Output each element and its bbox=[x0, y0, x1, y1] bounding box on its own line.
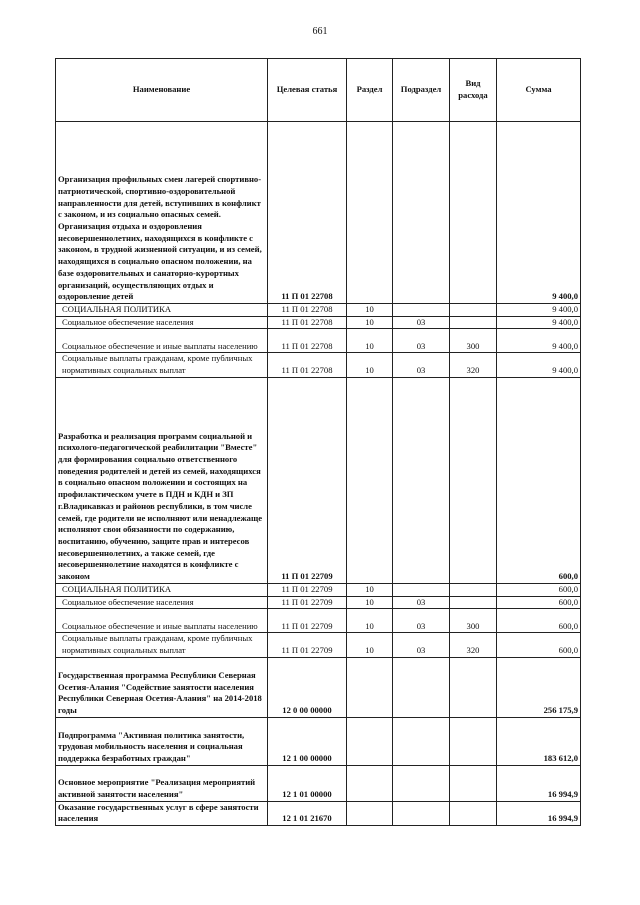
row-subsection: 03 bbox=[393, 596, 450, 609]
table-row bbox=[56, 633, 581, 657]
table-row bbox=[56, 801, 581, 825]
row-target: 11 П 01 22708 bbox=[268, 122, 347, 304]
row-name: Социальное обеспечение населения bbox=[56, 596, 268, 609]
row-sum: 183 612,0 bbox=[497, 717, 581, 765]
budget-table bbox=[55, 58, 581, 826]
row-section: 10 bbox=[347, 633, 393, 657]
row-section bbox=[347, 377, 393, 583]
row-section bbox=[347, 122, 393, 304]
table-body bbox=[56, 59, 581, 826]
row-section bbox=[347, 765, 393, 801]
row-target: 11 П 01 22708 bbox=[268, 329, 347, 353]
row-target: 11 П 01 22709 bbox=[268, 633, 347, 657]
table-row bbox=[56, 657, 581, 717]
row-subsection bbox=[393, 377, 450, 583]
row-name: СОЦИАЛЬНАЯ ПОЛИТИКА bbox=[56, 304, 268, 317]
row-target: 12 1 01 21670 bbox=[268, 801, 347, 825]
row-target: 12 0 00 00000 bbox=[268, 657, 347, 717]
row-sum: 9 400,0 bbox=[497, 304, 581, 317]
table-row bbox=[56, 717, 581, 765]
row-section: 10 bbox=[347, 609, 393, 633]
table-row bbox=[56, 304, 581, 317]
row-section: 10 bbox=[347, 583, 393, 596]
row-name: Социальные выплаты гражданам, кроме публичных нормативных социальных выплат bbox=[56, 353, 268, 377]
row-name: Разработка и реализация программ социальной и психолого-педагогической реабилитации "Вместе" для формирования социально ответственного поведения родителей и детей из семей, находящихся в социально опасном положении и состоящих на профилактическом учете в ПДН и КДН и ЗП г.Владикавказ и районов республики, в том числе семей, где родители не исполняют или ненадлежаще исполняют свои обязанности по содержанию, воспитанию, обучению, защите прав и интересов несовершеннолетних, а также семей, где несовершеннолетние находятся в конфликте с законом bbox=[56, 377, 268, 583]
row-section bbox=[347, 801, 393, 825]
row-sum: 9 400,0 bbox=[497, 122, 581, 304]
row-target: 12 1 01 00000 bbox=[268, 765, 347, 801]
row-name: Социальное обеспечение и иные выплаты населению bbox=[56, 329, 268, 353]
row-name: СОЦИАЛЬНАЯ ПОЛИТИКА bbox=[56, 583, 268, 596]
row-sum: 600,0 bbox=[497, 377, 581, 583]
row-expense-type: 320 bbox=[450, 633, 497, 657]
row-expense-type bbox=[450, 657, 497, 717]
row-expense-type bbox=[450, 316, 497, 329]
row-section: 10 bbox=[347, 596, 393, 609]
row-name: Государственная программа Республики Северная Осетия-Алания "Содействие занятости населения Республики Северная Осетия-Алания" на 2014-2018 годы bbox=[56, 657, 268, 717]
row-sum: 9 400,0 bbox=[497, 353, 581, 377]
header-name: Наименование bbox=[56, 59, 268, 122]
table-row bbox=[56, 316, 581, 329]
row-name: Социальное обеспечение и иные выплаты населению bbox=[56, 609, 268, 633]
row-section: 10 bbox=[347, 329, 393, 353]
row-name: Основное мероприятие "Реализация мероприятий активной занятости населения" bbox=[56, 765, 268, 801]
row-target: 11 П 01 22709 bbox=[268, 609, 347, 633]
row-target: 11 П 01 22709 bbox=[268, 583, 347, 596]
row-name: Социальное обеспечение населения bbox=[56, 316, 268, 329]
row-expense-type: 320 bbox=[450, 353, 497, 377]
row-sum: 16 994,9 bbox=[497, 801, 581, 825]
row-expense-type bbox=[450, 596, 497, 609]
row-subsection: 03 bbox=[393, 633, 450, 657]
row-target: 11 П 01 22708 bbox=[268, 316, 347, 329]
row-target: 12 1 00 00000 bbox=[268, 717, 347, 765]
row-section bbox=[347, 717, 393, 765]
row-sum: 16 994,9 bbox=[497, 765, 581, 801]
row-section: 10 bbox=[347, 353, 393, 377]
table-row bbox=[56, 583, 581, 596]
row-expense-type bbox=[450, 801, 497, 825]
row-section bbox=[347, 657, 393, 717]
row-subsection bbox=[393, 122, 450, 304]
row-expense-type bbox=[450, 377, 497, 583]
row-expense-type bbox=[450, 583, 497, 596]
header-sum: Сумма bbox=[497, 59, 581, 122]
row-expense-type: 300 bbox=[450, 329, 497, 353]
row-expense-type bbox=[450, 122, 497, 304]
row-expense-type: 300 bbox=[450, 609, 497, 633]
row-subsection bbox=[393, 717, 450, 765]
table-row bbox=[56, 377, 581, 583]
row-name: Подпрограмма "Активная политика занятости, трудовая мобильность населения и социальная поддержка безработных граждан" bbox=[56, 717, 268, 765]
row-section: 10 bbox=[347, 304, 393, 317]
row-sum: 600,0 bbox=[497, 583, 581, 596]
table-row bbox=[56, 609, 581, 633]
row-sum: 9 400,0 bbox=[497, 329, 581, 353]
row-expense-type bbox=[450, 765, 497, 801]
header-subsection: Подраздел bbox=[393, 59, 450, 122]
row-sum: 600,0 bbox=[497, 633, 581, 657]
row-subsection bbox=[393, 765, 450, 801]
row-sum: 600,0 bbox=[497, 609, 581, 633]
row-subsection: 03 bbox=[393, 316, 450, 329]
row-name: Социальные выплаты гражданам, кроме публичных нормативных социальных выплат bbox=[56, 633, 268, 657]
row-subsection bbox=[393, 801, 450, 825]
table-row bbox=[56, 353, 581, 377]
row-subsection: 03 bbox=[393, 353, 450, 377]
row-sum: 600,0 bbox=[497, 596, 581, 609]
row-target: 11 П 01 22708 bbox=[268, 304, 347, 317]
header-section: Раздел bbox=[347, 59, 393, 122]
row-target: 11 П 01 22708 bbox=[268, 353, 347, 377]
row-subsection bbox=[393, 657, 450, 717]
row-sum: 9 400,0 bbox=[497, 316, 581, 329]
header-target: Целевая статья bbox=[268, 59, 347, 122]
row-section: 10 bbox=[347, 316, 393, 329]
row-name: Оказание государственных услуг в сфере занятости населения bbox=[56, 801, 268, 825]
header-expense-type: Вид расхода bbox=[450, 59, 497, 122]
row-subsection bbox=[393, 583, 450, 596]
page-number: 661 bbox=[312, 26, 328, 37]
row-subsection: 03 bbox=[393, 609, 450, 633]
table-row bbox=[56, 765, 581, 801]
table-header-row bbox=[56, 59, 581, 122]
table-row bbox=[56, 122, 581, 304]
row-target: 11 П 01 22709 bbox=[268, 377, 347, 583]
row-name: Организация профильных смен лагерей спортивно-патриотической, спортивно-оздоровительной направленности для детей, вступивших в конфликт с законом, и из социально опасных семей. Организация отдыха и оздоровления несовершеннолетних, находящихся в конфликте с законом, в трудной жизненной ситуации, и из семей, находящихся в социально опасном положении, на базе оздоровительных и санаторно-курортных организаций, осуществляющих отдых и оздоровление детей bbox=[56, 122, 268, 304]
row-subsection bbox=[393, 304, 450, 317]
table-row bbox=[56, 596, 581, 609]
row-expense-type bbox=[450, 717, 497, 765]
row-expense-type bbox=[450, 304, 497, 317]
row-sum: 256 175,9 bbox=[497, 657, 581, 717]
row-subsection: 03 bbox=[393, 329, 450, 353]
table-row bbox=[56, 329, 581, 353]
row-target: 11 П 01 22709 bbox=[268, 596, 347, 609]
